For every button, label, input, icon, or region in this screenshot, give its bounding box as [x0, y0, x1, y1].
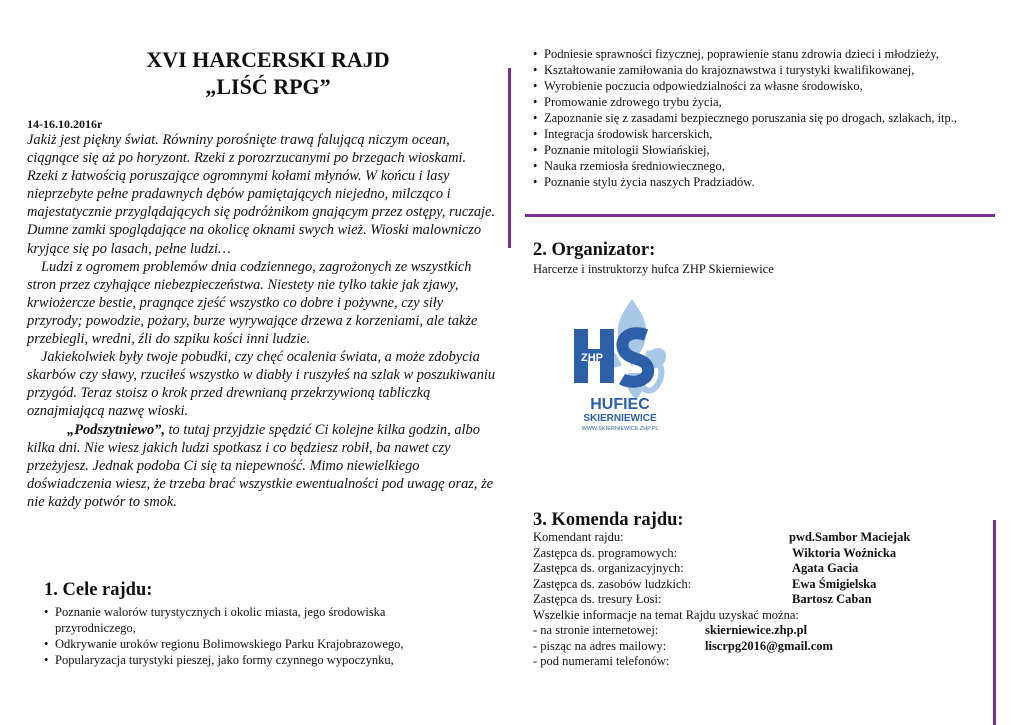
logo-city-text: SKIERNIEWICE [583, 413, 657, 424]
website-link[interactable]: skierniewice.zhp.pl [705, 623, 808, 637]
command-section [533, 530, 983, 670]
goal-item: • Poznanie mitologii Słowiańskiej, [533, 142, 978, 158]
role-label: Zastępca ds. tresury Łosi: [533, 592, 662, 606]
page-title [40, 46, 496, 100]
goal-item: • Promowanie zdrowego trybu życia, [533, 94, 978, 110]
person-name: Bartosz Caban [792, 592, 872, 606]
role-label: Zastępca ds. programowych: [533, 545, 678, 560]
person-name: Agata Gacia [792, 561, 859, 575]
logo-zhp-text: ZHP [581, 352, 603, 364]
person-name: Wiktoria Woźnicka [792, 545, 897, 560]
goal-item: • Nauka rzemiosła średniowiecznego, [533, 158, 978, 174]
purple-divider-vertical-bottom [993, 520, 996, 725]
contact-row [533, 623, 983, 639]
goal-item: • Zapoznanie się z zasadami bezpiecznego poruszania się po drogach, szlakach, itp., [533, 110, 978, 126]
story-paragraph-4 [27, 421, 497, 511]
goal-item: • Wyrobienie poczucia odpowiedzialności za własne środowisko, [533, 78, 978, 94]
title-line-1: XVI HARCERSKI RAJD [146, 47, 390, 72]
person-name: Ewa Śmigielska [792, 576, 877, 591]
command-row [533, 561, 983, 577]
role-label: Zastępca ds. organizacyjnych: [533, 561, 684, 575]
zhp-hufiec-logo [570, 295, 670, 435]
contact-row [533, 639, 983, 655]
command-row [533, 546, 983, 562]
purple-divider-horizontal [525, 214, 995, 217]
contact-label: - pisząc na adres mailowy: [533, 638, 667, 653]
organizer-heading: 2. Organizator: [533, 240, 656, 260]
story-text [27, 131, 497, 511]
logo-url-text: WWW.SKIERNIEWICE.ZHP.PL [581, 426, 659, 432]
goals-list-right [533, 46, 978, 190]
village-name: „Podszytniewo”, [67, 421, 165, 438]
contact-label: - na stronie internetowej: [533, 623, 659, 637]
goals-heading: 1. Cele rajdu: [44, 580, 153, 600]
command-row [533, 592, 983, 608]
goal-item: • Poznanie stylu życia naszych Pradziadów. [533, 174, 978, 190]
command-row [533, 577, 983, 593]
event-date: 14-16.10.2016r [27, 117, 103, 131]
story-paragraph-3: Jakiekolwiek były twoje pobudki, czy chęć ocalenia świata, a może zdobycia skarbów czy sławy, rzuciłeś wszystko w diabły i ruszyłeś na szlak w poszukiwaniu przygód. Teraz stoisz o krok przed drewnianą przekrzywioną tabliczką oznajmiającą nazwę wioski. [27, 349, 496, 420]
purple-divider-vertical [508, 68, 511, 248]
goal-item: • Podniesie sprawności fizycznej, poprawienie stanu zdrowia dzieci i młodzieży, [533, 46, 978, 62]
goal-item: • Odkrywanie uroków regionu Bolimowskiego Parku Krajobrazowego, [44, 636, 424, 652]
person-name: pwd.Sambor Maciejak [789, 530, 911, 544]
info-text: Wszelkie informacje na temat Rajdu uzyskać można: [533, 607, 799, 622]
command-row [533, 530, 983, 546]
goal-item: • Integracja środowisk harcerskich, [533, 126, 978, 142]
story-paragraph-1: Jakiż jest piękny świat. Równiny porośnięte trawą falującą niczym ocean, ciągnące się aż po horyzont. Rzeki z porozrzucanymi po brzegach wioskami. Rzeki z łatwością poruszające ogromnymi kołami młynów. W końcu i lasy nieprzebyte pełne pradawnych dębów pamiętających niejedno, milcząco i majestatycznie przyglądających się podróżnikom gnającym przez ostępy, ruczaje. Dumne zamki spoglądające na okolicę oknami swych wież. Wioski malowniczo kryjące się po lasach, pełne ludzi… [27, 132, 496, 257]
goal-item: • Poznanie walorów turystycznych i okolic miasta, jego środowiska przyrodniczego, [44, 604, 424, 636]
contact-row [533, 654, 983, 670]
organizer-text: Harcerze i instruktorzy hufca ZHP Skierniewice [533, 262, 774, 276]
story-paragraph-4-rest: to tutaj przyjdzie spędzić Ci kolejne kilka godzin, albo kilka dni. Nie wiesz jakich ludzi spotkasz i co będziesz robił, ba nawet czy przeżyjesz. Jednak podoba Ci się ta niepewność. Mimo niewielkiego doświadczenia wiesz, że trzeba brać wszystkie ewentualności pod uwagę oraz, że nie każdy potwór to smok. [27, 421, 494, 510]
contact-label: - pod numerami telefonów: [533, 654, 670, 668]
email-link[interactable]: liscrpg2016@gmail.com [705, 638, 833, 653]
goal-item: • Kształtowanie zamiłowania do krajoznawstwa i turystyki kwalifikowanej, [533, 62, 978, 78]
role-label: Komendant rajdu: [533, 530, 624, 544]
role-label: Zastępca ds. zasobów ludzkich: [533, 576, 692, 591]
command-heading: 3. Komenda rajdu: [533, 510, 684, 530]
goal-item: • Popularyzacja turystyki pieszej, jako formy czynnego wypoczynku, [44, 652, 424, 668]
info-line [533, 608, 983, 624]
story-paragraph-2: Ludzi z ogromem problemów dnia codziennego, zagrożonych ze wszystkich stron przez czyhające niebezpieczeństwa. Niestety nie tylko takie jak zjawy, krwiożercze bestie, pragnące zjeść wszystko co dobre i pożywne, czy siły przyrody; powodzie, pożary, burze wyrywające drzewa z korzeniami, ale także przebiegli, wredni, źli do szpiku kości inni ludzie. [27, 258, 478, 348]
title-line-2: „LIŚĆ RPG” [205, 74, 331, 99]
logo-hufiec-text: HUFIEC [590, 396, 650, 413]
goals-list-left [44, 604, 424, 668]
